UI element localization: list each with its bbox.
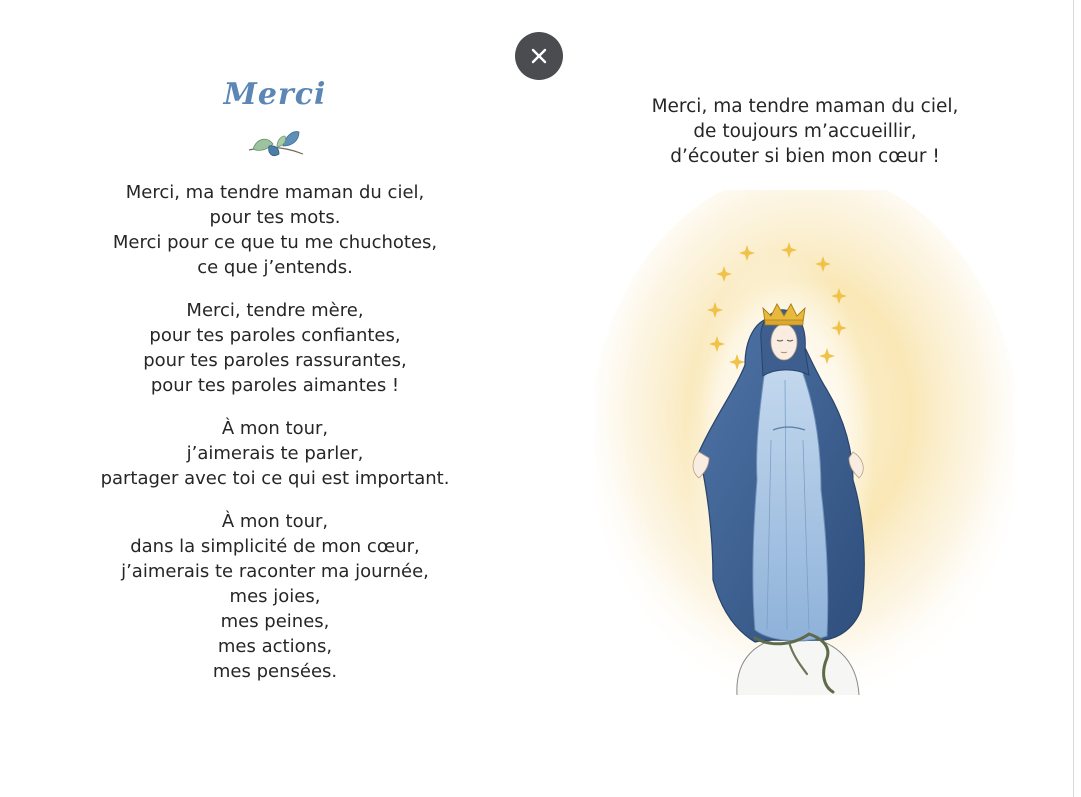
- poem-line: dans la simplicité de mon cœur,: [130, 536, 420, 557]
- close-button[interactable]: [515, 32, 563, 80]
- stanza-1: [60, 180, 490, 280]
- poem-line: mes peines,: [220, 611, 330, 632]
- stanza-2: [60, 298, 490, 398]
- poem-line: pour tes mots.: [209, 207, 341, 228]
- poem-line: partager avec toi ce qui est important.: [100, 468, 450, 489]
- poem-line: mes actions,: [217, 636, 333, 657]
- poem-line: Merci, ma tendre maman du ciel,: [125, 182, 425, 203]
- poem-line: pour tes paroles confiantes,: [149, 325, 401, 346]
- poem-line: À mon tour,: [221, 418, 329, 439]
- page-title: Merci: [223, 77, 327, 112]
- poem-line: Merci pour ce que tu me chuchotes,: [112, 232, 438, 253]
- page-edge: [1073, 0, 1081, 797]
- face: [771, 324, 797, 360]
- poem-line: mes joies,: [229, 586, 321, 607]
- prayer-line: de toujours m’accueillir,: [693, 121, 917, 142]
- poem-line: Merci, tendre mère,: [186, 300, 364, 321]
- poem-line: pour tes paroles aimantes !: [150, 375, 400, 396]
- poem-line: j’aimerais te parler,: [186, 443, 364, 464]
- poem-stanzas: [60, 180, 490, 684]
- close-icon: [530, 47, 548, 65]
- poem-line: pour tes paroles rassurantes,: [143, 350, 407, 371]
- leaf-sprig-icon: [243, 124, 307, 160]
- stanza-4: [60, 509, 490, 684]
- poem-line: j’aimerais te raconter ma journée,: [121, 561, 429, 582]
- stanza-3: [60, 416, 490, 491]
- poem-line: ce que j’entends.: [197, 257, 353, 278]
- poem-line: mes pensées.: [212, 661, 338, 682]
- poem-line: À mon tour,: [221, 511, 329, 532]
- virgin-mary-illustration: [595, 190, 1015, 720]
- right-page: [580, 94, 1030, 169]
- prayer-line: Merci, ma tendre maman du ciel,: [651, 96, 959, 117]
- left-page: [60, 70, 490, 702]
- prayer-line: d’écouter si bien mon cœur !: [670, 146, 940, 167]
